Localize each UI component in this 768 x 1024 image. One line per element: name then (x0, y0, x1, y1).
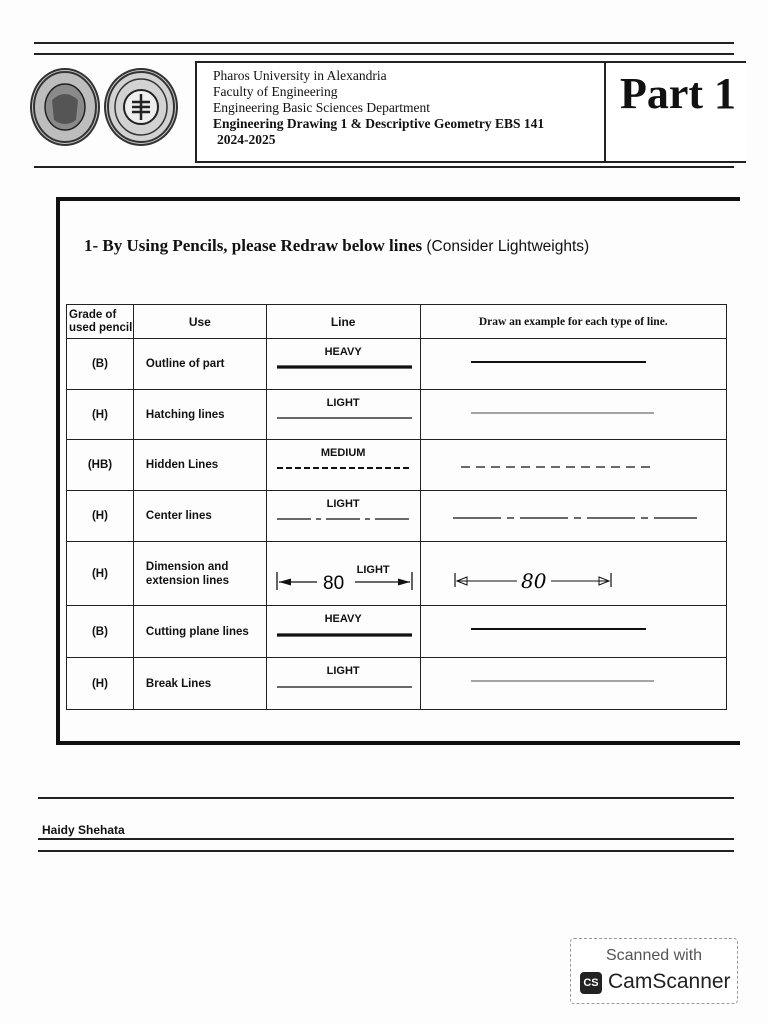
university-seal-logo (30, 68, 100, 146)
part-label: Part 1 (620, 69, 737, 118)
dimension-value: 80 (322, 573, 344, 594)
table-row (67, 440, 727, 491)
header-use: Use (133, 305, 266, 339)
line-weight-label: LIGHT (326, 498, 360, 510)
pencil-grade: (H) (67, 390, 134, 440)
line-weight-label: LIGHT (356, 564, 390, 576)
line-types-table (66, 304, 727, 710)
line-use: Hidden Lines (133, 440, 266, 491)
pencil-grade: (H) (67, 491, 134, 542)
camscanner-watermark (570, 938, 738, 1004)
university-name: Pharos University in Alexandria (213, 68, 387, 83)
drawn-example-cell (420, 658, 726, 710)
line-sample-cell (266, 491, 420, 542)
header-info (213, 68, 544, 148)
pencil-grade: (HB) (67, 440, 134, 491)
header-rule-top-2 (34, 53, 734, 55)
drawn-example-cell (420, 542, 726, 606)
faculty-seal-logo (104, 68, 178, 146)
handwritten-dimension-value: 80 (520, 569, 546, 593)
table-row (67, 658, 727, 710)
faculty-name: Faculty of Engineering (213, 84, 338, 99)
line-use: Cutting plane lines (133, 606, 266, 658)
handdrawn-line-example (421, 390, 726, 439)
line-use: Outline of part (133, 339, 266, 390)
handdrawn-line-example (421, 440, 726, 490)
line-sample-cell (266, 542, 420, 606)
line-weight-label: HEAVY (324, 346, 362, 358)
drawn-example-cell (420, 390, 726, 440)
footer-rule-mid (38, 838, 734, 840)
drawn-example-cell (420, 440, 726, 491)
table-row (67, 491, 727, 542)
pencil-grade: (H) (67, 542, 134, 606)
handdrawn-line-example (421, 658, 726, 709)
handdrawn-line-example (421, 491, 726, 541)
drawn-example-cell (420, 606, 726, 658)
line-use: Dimension and extension lines (133, 542, 266, 606)
author-name: Haidy Shehata (42, 823, 125, 837)
academic-year: 2024-2025 (217, 132, 276, 147)
line-use: Center lines (133, 491, 266, 542)
camscanner-brand: CamScanner (608, 970, 731, 993)
line-use: Break Lines (133, 658, 266, 710)
handdrawn-line-example (421, 339, 726, 389)
footer-rule-top (38, 797, 734, 799)
line-use: Hatching lines (133, 390, 266, 440)
handdrawn-line-example (421, 542, 726, 605)
department-name: Engineering Basic Sciences Department (213, 100, 431, 115)
header-draw: Draw an example for each type of line. (420, 305, 726, 339)
camscanner-logo-icon: CS (580, 972, 602, 994)
line-weight-label: LIGHT (326, 665, 360, 677)
line-sample-cell (266, 658, 420, 710)
table-row (67, 542, 727, 606)
line-weight-label: LIGHT (326, 397, 360, 409)
table-row (67, 390, 727, 440)
header-grade: Grade of used pencil (67, 305, 134, 339)
pencil-grade: (B) (67, 339, 134, 390)
question-note: (Consider Lightweights) (426, 238, 590, 255)
table-row (67, 339, 727, 390)
line-sample-cell (266, 440, 420, 491)
question-text: 1- By Using Pencils, please Redraw below lines (84, 236, 423, 255)
course-name: Engineering Drawing 1 & Descriptive Geometry EBS 141 (213, 116, 545, 131)
scanned-with-text: Scanned with (605, 947, 703, 964)
drawn-example-cell (420, 339, 726, 390)
line-weight-label: MEDIUM (320, 447, 366, 459)
pencil-grade: (H) (67, 658, 134, 710)
line-sample-cell (266, 606, 420, 658)
line-sample-cell (266, 339, 420, 390)
drawn-example-cell (420, 491, 726, 542)
question-title (84, 236, 589, 256)
line-weight-label: HEAVY (324, 613, 362, 625)
table-row (67, 606, 727, 658)
line-sample-cell (266, 390, 420, 440)
handdrawn-line-example (421, 606, 726, 657)
footer-rule-bottom (38, 850, 734, 852)
header-line: Line (266, 305, 420, 339)
header-rule-top (34, 42, 734, 44)
header-rule-bottom (34, 166, 734, 168)
pencil-grade: (B) (67, 606, 134, 658)
table-header-row (67, 305, 727, 339)
